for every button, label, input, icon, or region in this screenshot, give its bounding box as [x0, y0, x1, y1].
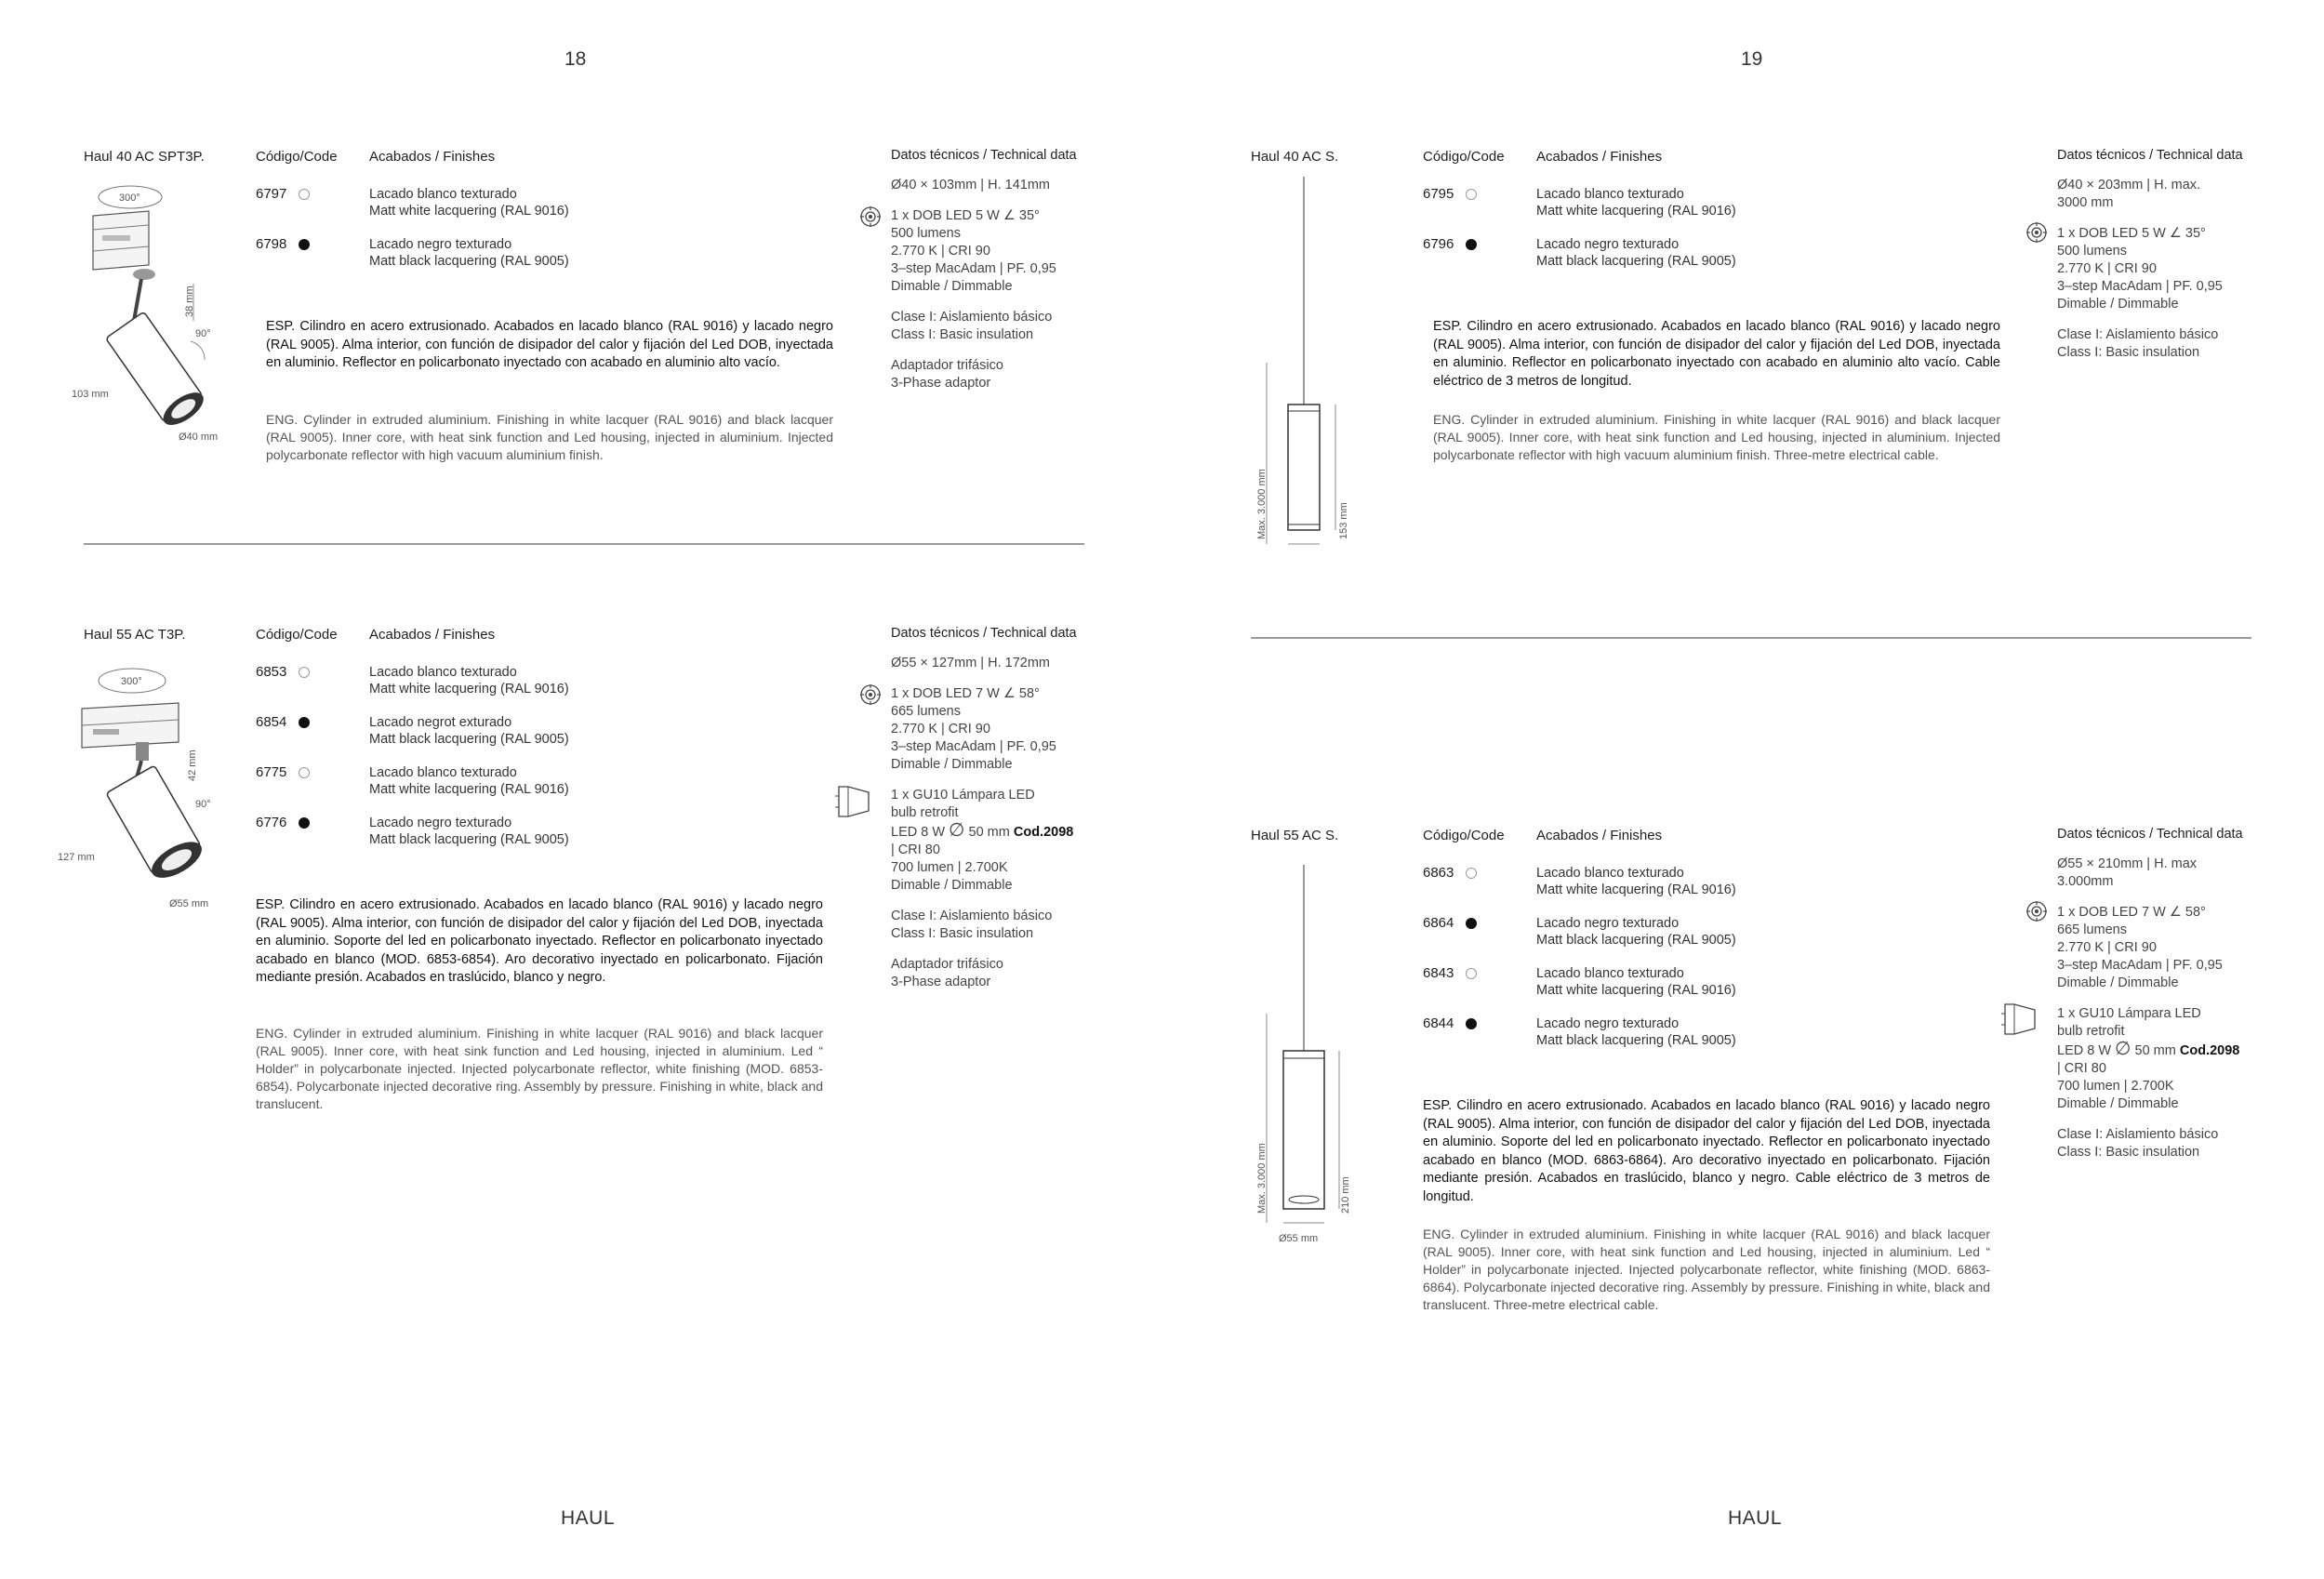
svg-text:127 mm: 127 mm	[58, 852, 95, 863]
svg-text:Ø55 mm: Ø55 mm	[169, 898, 209, 909]
spot-track-drawing	[56, 660, 242, 921]
code-header: Código/Code	[1423, 828, 1505, 843]
led-chip-icon	[2025, 221, 2048, 244]
gu10-bulb-icon	[2001, 1001, 2038, 1038]
diameter-label: Ø55 mm	[1279, 1233, 1319, 1244]
product-title: Haul 40 AC S.	[1251, 149, 1339, 165]
product-title: Haul 55 AC T3P.	[84, 627, 186, 643]
description-esp: ESP. Cilindro en acero extrusionado. Acabados en lacado blanco (RAL 9016) y lacado negro (RAL 9005). Alma interior, con función de disipador del calor y fijación del Led DOB, inyectada en aluminio. Soporte del led en policarbonato inyectado. Reflector en policarbonato inyectado acabado en blanco (MOD. 6853-6854). Aro decorativo inyectado en policarbonato. Fijación mediante presión. Acabados en traslúcido, blanco y negro.	[256, 897, 823, 985]
rotation-label: 300°	[119, 192, 140, 204]
description-eng: ENG. Cylinder in extruded aluminium. Finishing in white lacquer (RAL 9016) and black lacquer (RAL 9005). Inner core, with heat sink function and Led housing, injected in aluminium. Injected polycarbonate reflector with high vacuum aluminium finish.	[266, 412, 833, 462]
diameter-icon: ∅	[2115, 1039, 2131, 1059]
tech-data-header: Datos técnicos / Technical data	[891, 626, 1077, 641]
description-esp: ESP. Cilindro en acero extrusionado. Acabados en lacado blanco (RAL 9016) y lacado negro (RAL 9005). Alma interior, con función de disipador del calor y fijación del Led DOB, inyectada en aluminio. Reflector en policarbonato inyectado con acabado en aluminio alto vacío. Cable eléctrico de 3 metros de longitud.	[1433, 319, 2000, 389]
page-number-left: 18	[564, 48, 587, 70]
spot-track-drawing	[56, 181, 242, 451]
product-title: Haul 40 AC SPT3P.	[84, 149, 205, 165]
description-esp: ESP. Cilindro en acero extrusionado. Acabados en lacado blanco (RAL 9016) y lacado negro (RAL 9005). Alma interior, con función de disipador del calor y fijación del Led DOB, inyectada en aluminio. Reflector en policarbonato inyectado con acabado en aluminio alto vacío.	[266, 319, 833, 370]
tech-data-header: Datos técnicos / Technical data	[2057, 148, 2243, 163]
page-number-right: 19	[1741, 48, 1763, 70]
black-finish-dot	[1466, 1018, 1477, 1029]
svg-text:300°: 300°	[121, 676, 142, 687]
description-eng: ENG. Cylinder in extruded aluminium. Finishing in white lacquer (RAL 9016) and black lacquer (RAL 9005). Inner core, with heat sink function and Led housing, injected in aluminium. Injected polycarbonate reflector with high vacuum aluminium finish. Three-metre electrical cable.	[1433, 412, 2000, 462]
code-header: Código/Code	[256, 149, 338, 165]
finish-header: Acabados / Finishes	[369, 627, 496, 643]
diameter-label: Ø40 mm	[179, 431, 219, 443]
tech-data-header: Datos técnicos / Technical data	[891, 148, 1077, 163]
code-header: Código/Code	[256, 627, 338, 643]
footer-brand-right: HAUL	[1728, 1507, 1783, 1529]
max-length-label: Max. 3.000 mm	[1256, 1143, 1268, 1214]
tech-data: Ø55 × 210mm | H. max 3.000mm 1 x DOB LED 7 W ∠ 58° 665 lumens 2.770 K | CRI 90 3–step MacAdam | PF. 0,95 Dimable / Dimmable 1 x GU10 Lámpara LED bulb retrofit LED 8 W ∅ 50 mm Cod.2098 | CRI 80 700 lumen | 2.700K Dimable / Dimmable Clase I: Aislamiento básico Class I: Basic insulation	[2057, 856, 2240, 1160]
white-finish-dot	[1466, 189, 1477, 200]
finish-text: Lacado blanco texturado Matt white lacquering (RAL 9016)	[369, 187, 569, 219]
black-finish-dot	[1466, 918, 1477, 929]
description-eng: ENG. Cylinder in extruded aluminium. Finishing in white lacquer (RAL 9016) and black lacquer (RAL 9005). Inner core, with heat sink function and Led housing, injected in aluminium. Led “ Holder” in polycarbonate injected. Injected polycarbonate reflector, white finishing (MOD. 6853-6854). Polycarbonate injected decorative ring. Assembly by pressure. Finishing in white, black and translucent.	[256, 1026, 823, 1111]
height-label: 153 mm	[1338, 502, 1349, 539]
white-finish-dot	[299, 667, 310, 678]
section-divider	[84, 543, 1084, 545]
product-code: 6797	[256, 186, 287, 202]
tilt-label: 90°	[195, 328, 211, 339]
pendant-drawing	[1246, 865, 1358, 1255]
white-finish-dot	[299, 189, 310, 200]
height-label: 38 mm	[184, 285, 195, 317]
white-finish-dot	[299, 767, 310, 778]
diameter-icon: ∅	[949, 820, 965, 841]
finish-text: Lacado negro texturado Matt black lacquering (RAL 9005)	[369, 237, 569, 269]
height-label: 210 mm	[1340, 1176, 1351, 1214]
tech-data: Ø40 × 203mm | H. max. 3000 mm 1 x DOB LED 5 W ∠ 35° 500 lumens 2.770 K | CRI 90 3–step MacAdam | PF. 0,95 Dimable / Dimmable Clase I: Aislamiento básico Class I: Basic insulation	[2057, 178, 2223, 360]
tech-data: Ø40 × 103mm | H. 141mm 1 x DOB LED 5 W ∠ 35° 500 lumens 2.770 K | CRI 90 3–step MacAdam | PF. 0,95 Dimable / Dimmable Clase I: Aislamiento básico Class I: Basic insulation Adaptador trifásico 3-Phase adaptor	[891, 178, 1056, 391]
svg-text:90°: 90°	[195, 799, 211, 810]
svg-text:42 mm: 42 mm	[187, 750, 198, 781]
product-code: 6798	[256, 236, 287, 252]
pendant-drawing	[1246, 177, 1358, 558]
dimensions: Ø40 × 103mm | H. 141mm	[891, 178, 1050, 192]
led-chip-icon	[2025, 900, 2048, 922]
black-finish-dot	[299, 239, 310, 250]
max-length-label: Max. 3.000 mm	[1256, 469, 1268, 539]
white-finish-dot	[1466, 968, 1477, 979]
gu10-bulb-icon	[835, 783, 872, 820]
description-eng: ENG. Cylinder in extruded aluminium. Finishing in white lacquer (RAL 9016) and black lacquer (RAL 9005). Inner core, with heat sink function and Led housing, injected in aluminium. Led “ Holder” in polycarbonate injected. Injected polycarbonate reflector, white finishing (MOD. 6863-6864). Polycarbonate injected decorative ring. Assembly by pressure. Finishing in white, black and translucent. Three-metre electrical cable.	[1423, 1227, 1990, 1312]
length-label: 103 mm	[72, 389, 109, 400]
white-finish-dot	[1466, 868, 1477, 879]
code-header: Código/Code	[1423, 149, 1505, 165]
section-divider	[1251, 637, 2251, 639]
black-finish-dot	[299, 717, 310, 728]
black-finish-dot	[1466, 239, 1477, 250]
tech-data-header: Datos técnicos / Technical data	[2057, 827, 2243, 842]
product-title: Haul 55 AC S.	[1251, 828, 1339, 843]
footer-brand-left: HAUL	[561, 1507, 616, 1529]
led-chip-icon	[859, 683, 882, 706]
black-finish-dot	[299, 817, 310, 829]
finish-header: Acabados / Finishes	[1536, 149, 1663, 165]
finish-header: Acabados / Finishes	[1536, 828, 1663, 843]
tech-data: Ø55 × 127mm | H. 172mm 1 x DOB LED 7 W ∠ 58° 665 lumens 2.770 K | CRI 90 3–step MacAdam | PF. 0,95 Dimable / Dimmable 1 x GU10 Lámpara LED bulb retrofit LED 8 W ∅ 50 mm Cod.2098 | CRI 80 700 lumen | 2.700K Dimable / Dimmable Clase I: Aislamiento básico Class I: Basic insulation Adaptador trifásico 3-Phase adaptor	[891, 656, 1074, 989]
finish-header: Acabados / Finishes	[369, 149, 496, 165]
led-chip-icon	[859, 206, 882, 228]
description-esp: ESP. Cilindro en acero extrusionado. Acabados en lacado blanco (RAL 9016) y lacado negro (RAL 9005). Alma interior, con función de disipador del calor y fijación del Led DOB, inyectada en aluminio. Soporte del led en policarbonato inyectado. Reflector en policarbonato inyectado acabado en blanco (MOD. 6863-6864). Aro decorativo inyectado en policarbonato. Fijación mediante presión. Acabados en traslúcido, blanco y negro. Cable eléctrico de 3 metros de longitud.	[1423, 1098, 1990, 1204]
